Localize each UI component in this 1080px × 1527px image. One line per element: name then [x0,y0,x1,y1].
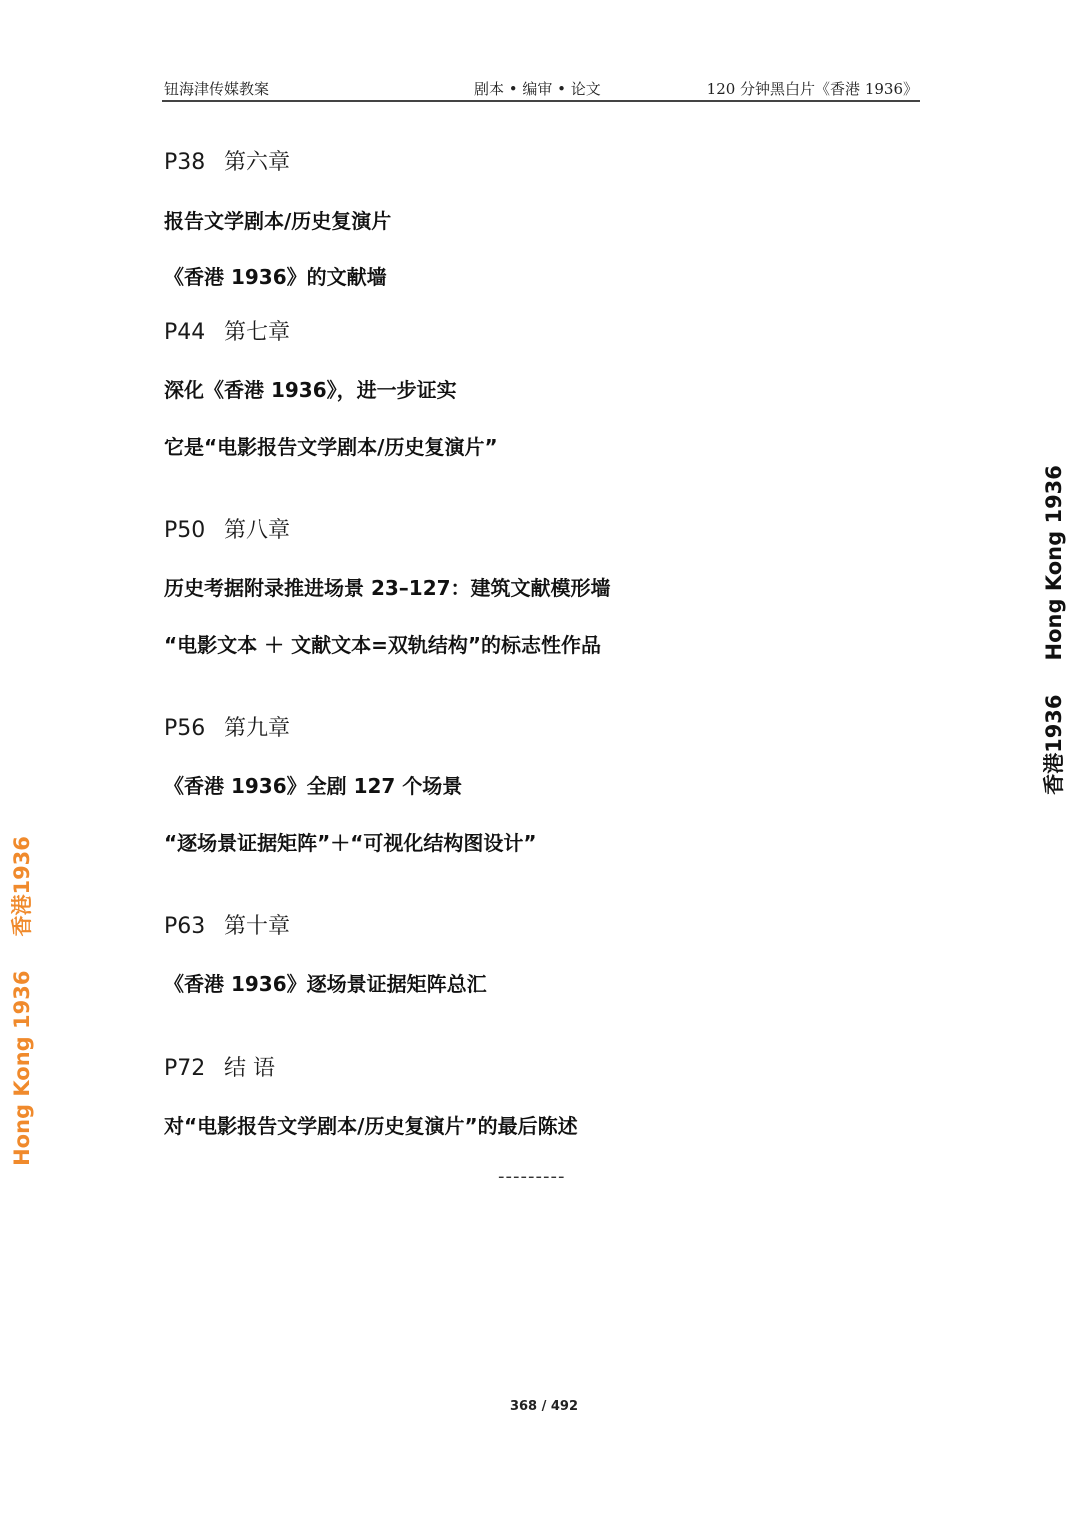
toc-chapter-title: 第六章 [224,150,291,175]
toc-page-number: P56 [164,716,206,741]
section-divider: --------- [498,1166,566,1187]
side-watermark-en: Hong Kong 1936 [1042,465,1066,661]
side-watermark-cn: 香港1936 [10,836,34,937]
toc-line: 《香港 1936》全剧 127 个场景 [164,774,463,798]
header-right-text: 120 分钟黑白片《香港 1936》 [706,80,918,98]
toc-chapter-heading [164,315,290,346]
toc-page-number: P38 [164,150,206,175]
toc-chapter-heading [164,1051,275,1082]
header-center-text: 剧本 • 编审 • 论文 [474,80,601,98]
toc-line: 对“电影报告文学剧本/历史复演片”的最后陈述 [164,1114,578,1138]
toc-line: “逐场景证据矩阵”＋“可视化结构图设计” [164,831,537,855]
toc-line: 深化《香港 1936》，进一步证实 [164,378,457,402]
side-watermark-en: Hong Kong 1936 [10,970,34,1166]
toc-page-number: P50 [164,518,206,543]
toc-chapter-title: 结 语 [224,1056,275,1081]
page-number: 368 / 492 [509,1399,579,1414]
toc-chapter-title: 第九章 [224,716,291,741]
header-left-text: 钮海津传媒教案 [164,80,270,98]
page-header [162,76,920,102]
toc-chapter-heading [164,909,290,940]
toc-page-number: P63 [164,914,206,939]
toc-line: 历史考据附录推进场景 23–127：建筑文献模形墙 [164,576,611,600]
toc-line: 它是“电影报告文学剧本/历史复演片” [164,435,498,459]
toc-line: “电影文本 ＋ 文献文本=双轨结构”的标志性作品 [164,633,601,657]
toc-chapter-title: 第八章 [224,518,291,543]
toc-line: 报告文学剧本/历史复演片 [164,209,392,233]
toc-chapter-heading [164,711,290,742]
toc-chapter-heading [164,513,290,544]
side-watermark-cn: 香港1936 [1042,694,1066,795]
toc-line: 《香港 1936》逐场景证据矩阵总汇 [164,972,487,996]
toc-chapter-title: 第十章 [224,914,291,939]
side-watermark-right [1038,465,1068,795]
toc-page-number: P72 [164,1056,206,1081]
toc-chapter-title: 第七章 [224,320,291,345]
toc-line: 《香港 1936》的文献墙 [164,265,387,289]
toc-chapter-heading [164,145,290,176]
toc-page-number: P44 [164,320,206,345]
side-watermark-left [6,836,36,1166]
